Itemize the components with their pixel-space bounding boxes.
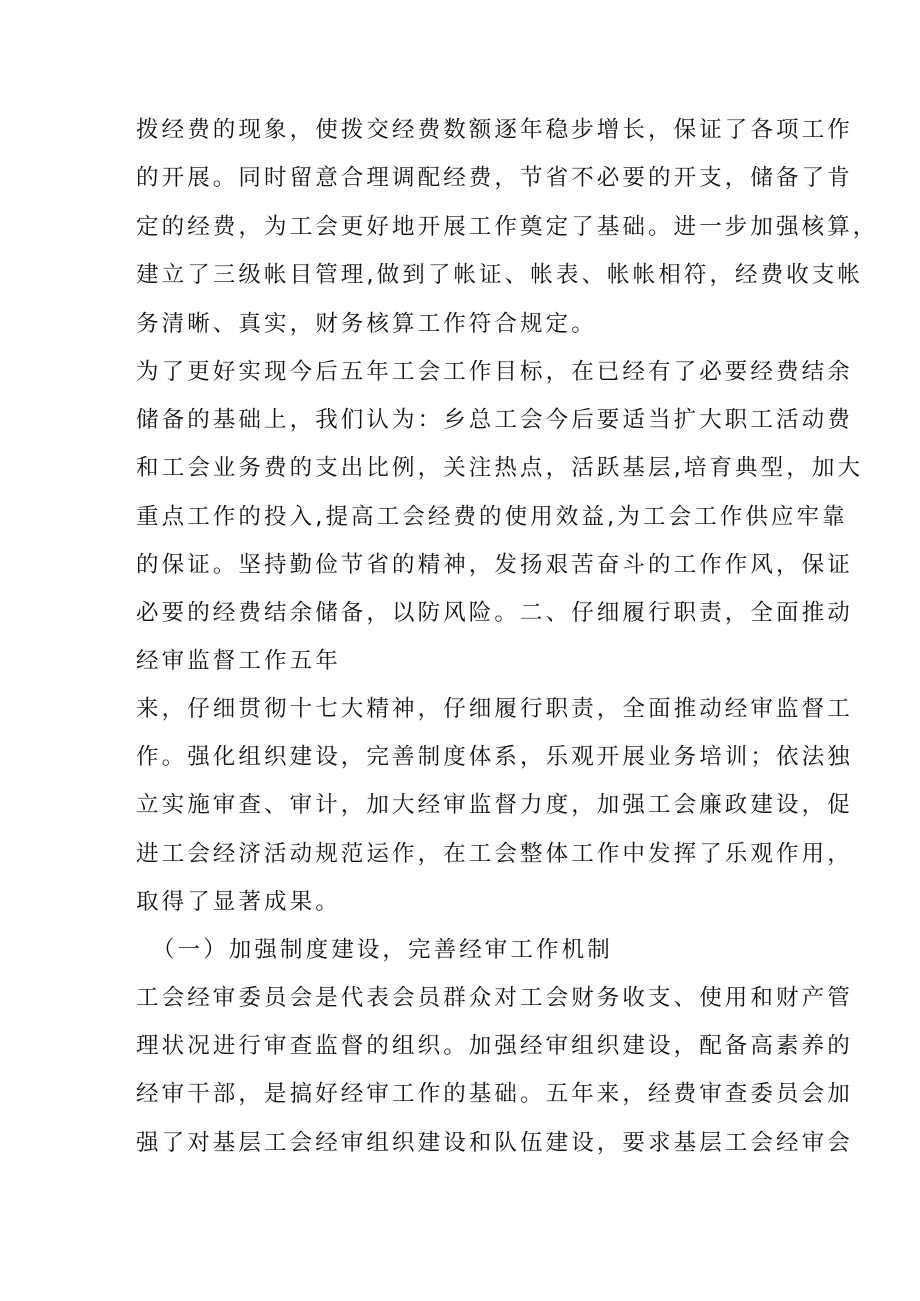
- text-line: 务清晰、真实，财务核算工作符合规定。: [136, 311, 597, 337]
- text-line: 必要的经费结余储备，以防风险。二、仔细履行职责，全面推动: [136, 600, 853, 626]
- text-line: 来，仔细贯彻十七大精神，仔细履行职责，全面推动经审监督工: [136, 696, 853, 722]
- text-line: 定的经费，为工会更好地开展工作奠定了基础。进一步加强核算，: [136, 214, 879, 240]
- text-line: 经审监督工作五年: [136, 648, 341, 674]
- text-line: 的保证。坚持勤俭节省的精神，发扬艰苦奋斗的工作作风，保证: [136, 552, 853, 578]
- text-line: 理状况进行审查监督的组织。加强经审组织建设，配备高素养的: [136, 1033, 853, 1059]
- text-line: 工会经审委员会是代表会员群众对工会财务收支、使用和财产管: [136, 985, 853, 1011]
- text-line: 经审干部，是搞好经审工作的基础。五年来，经费审查委员会加: [136, 1081, 853, 1107]
- text-line: 拨经费的现象，使拨交经费数额逐年稳步增长，保证了各项工作: [136, 117, 853, 143]
- text-line: 取得了显著成果。: [136, 889, 341, 915]
- text-line: 的开展。同时留意合理调配经费，节省不必要的开支，储备了肯: [136, 165, 853, 191]
- text-line: 和工会业务费的支出比例，关注热点，活跃基层,培育典型，加大: [136, 455, 864, 481]
- text-line: 为了更好实现今后五年工会工作目标，在已经有了必要经费结余: [136, 359, 853, 385]
- text-line: 立实施审查、审计，加大经审监督力度，加强工会廉政建设，促: [136, 792, 853, 818]
- text-line: 进工会经济活动规范运作，在工会整体工作中发挥了乐观作用，: [136, 841, 853, 867]
- text-line: 建立了三级帐目管理,做到了帐证、帐表、帐帐相符，经费收支帐: [136, 262, 864, 288]
- text-line: 强了对基层工会经审组织建设和队伍建设，要求基层工会经审会: [136, 1130, 853, 1156]
- text-line: 储备的基础上，我们认为：乡总工会今后要适当扩大职工活动费: [136, 407, 853, 433]
- text-line: 重点工作的投入,提高工会经费的使用效益,为工会工作供应牢靠: [136, 504, 848, 530]
- text-line: 作。强化组织建设，完善制度体系，乐观开展业务培训；依法独: [136, 744, 853, 770]
- section-heading: （一）加强制度建设，完善经审工作机制: [152, 937, 613, 963]
